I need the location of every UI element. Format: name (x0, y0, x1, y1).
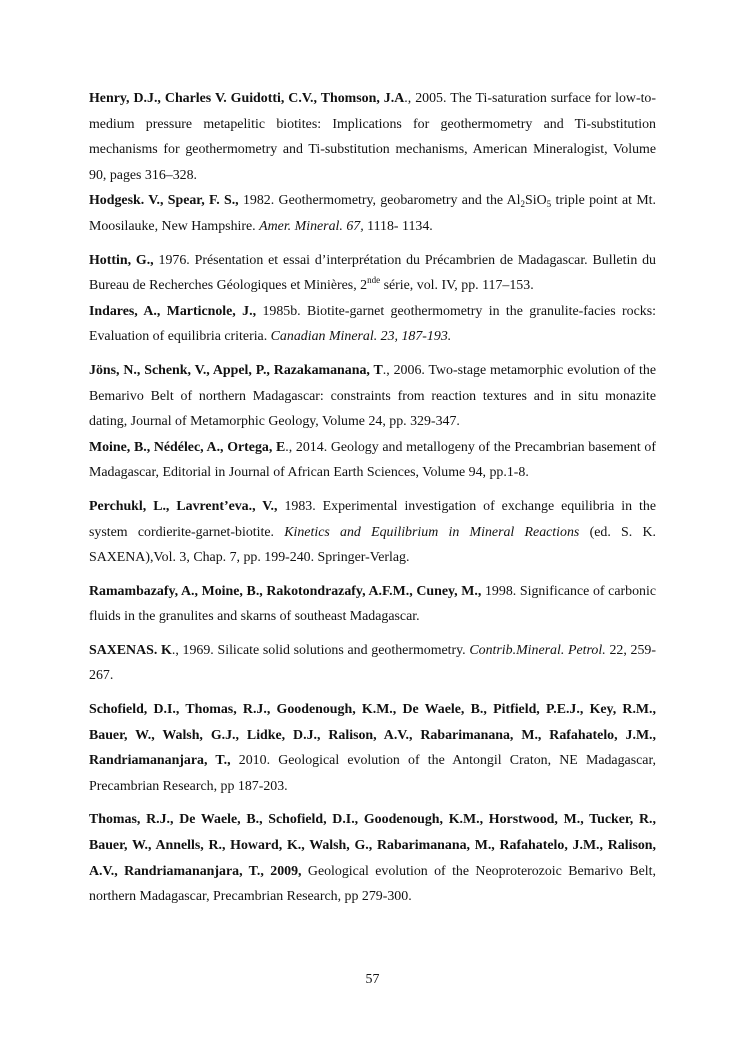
reference-authors: Perchukl, L., Lavrent’eva., V., (89, 498, 278, 514)
reference-text: 22, 259-267. (89, 642, 656, 684)
reference-authors: Thomas, R.J., De Waele, B., Schofield, D.I., Goodenough, K.M., Horstwood, M., Tucker, R., Bauer, W., Annells, R., Howard, K., Walsh, G., Rabarimanana, M., Rafahatelo, J.M., Ralison, A.V., Randriamananjara, T., 2009, (89, 812, 656, 879)
reference-text: ., 1969. Silicate solid solutions and geothermometry. (171, 642, 470, 658)
reference-journal: Amer. Mineral. 67, (259, 218, 364, 234)
reference-schofield (89, 697, 656, 799)
reference-journal: Contrib.Mineral. Petrol. (469, 642, 606, 658)
reference-hodgesk (89, 188, 656, 239)
subscript: 2 (520, 199, 526, 210)
reference-authors: Moine, B., Nédélec, A., Ortega, E (89, 439, 286, 455)
reference-text: SiO (525, 193, 547, 209)
reference-hottin (89, 248, 656, 299)
reference-text: ., 2014. Geology and metallogeny of the Precambrian basement of Madagascar, Editorial in Journal of African Earth Sciences, Volume 94, pp.1-8. (89, 439, 656, 481)
reference-authors: Ramambazafy, A., Moine, B., Rakotondrazafy, A.F.M., Cuney, M., (89, 583, 482, 599)
reference-authors: SAXENAS. K (89, 642, 172, 658)
reference-authors: Henry, D.J., Charles V. Guidotti, C.V., Thomson, J.A (89, 91, 405, 106)
reference-text: Geological evolution of the Neoproterozoic Bemarivo Belt, northern Madagascar, Precambrian Research, pp 279-300. (89, 863, 656, 905)
subscript: 5 (546, 199, 552, 210)
reference-moine (89, 435, 656, 486)
reference-authors: Schofield, D.I., Thomas, R.J., Goodenough, K.M., De Waele, B., Pitfield, P.E.J., Key, R.M., Bauer, W., Walsh, G.J., Lidke, D.J., Ralison, A.V., Rabarimanana, M., Rafahatelo, J.M., Randriamananjara, T., (89, 702, 656, 769)
reference-jons (89, 358, 656, 435)
reference-text: 1118- 1134. (363, 218, 433, 234)
reference-authors: Indares, A., Marticnole, J., (89, 303, 257, 319)
reference-text: (ed. S. K. SAXENA),Vol. 3, Chap. 7, pp. 199-240. Springer-Verlag. (89, 524, 656, 566)
superscript: nde (367, 275, 381, 286)
reference-henry (89, 86, 656, 188)
reference-indares (89, 299, 656, 350)
page-number: 57 (365, 972, 380, 987)
reference-text: 1976. Présentation et essai d’interprétation du Précambrien de Madagascar. Bulletin du Bureau de Recherches Géologiques et Minières, 2 (89, 252, 657, 294)
reference-list (89, 86, 656, 910)
reference-text: série, vol. IV, pp. 117–153. (380, 278, 534, 294)
reference-journal: Kinetics and Equilibrium in Mineral Reactions (284, 524, 580, 540)
reference-authors: Hottin, G., (89, 252, 154, 268)
reference-text: ., 2005. The Ti-saturation surface for low-to-medium pressure metapelitic biotites: Implications for geothermometry and Ti-substitution mechanisms for geothermometry and Ti-substitution mechanisms, American Mineralogist, Volume 90, pages 316–328. (89, 91, 657, 183)
reference-authors: Jöns, N., Schenk, V., Appel, P., Razakamanana, T (89, 362, 383, 378)
reference-authors: Hodgesk. V., Spear, F. S., (89, 193, 239, 209)
reference-text: ., 2006. Two-stage metamorphic evolution of the Bemarivo Belt of northern Madagascar: constraints from reaction textures and in situ monazite dating, Journal of Metamorphic Geology, Volume 24, pp. 329-347. (89, 362, 656, 430)
reference-perchukl (89, 494, 656, 571)
reference-text: 1982. Geothermometry, geobarometry and the Al (238, 193, 521, 209)
reference-journal: Canadian Mineral. 23, 187-193. (270, 329, 452, 345)
reference-ramambazafy (89, 579, 656, 630)
reference-text: 1998. Significance of carbonic fluids in the granulites and skarns of southeast Madagascar. (89, 583, 656, 625)
reference-saxena (89, 638, 656, 689)
reference-text: 2010. Geological evolution of the Antongil Craton, NE Madagascar, Precambrian Research, pp 187-203. (89, 753, 656, 794)
reference-thomas (89, 807, 656, 909)
reference-text: triple point at Mt. Moosilauke, New Hampshire. (89, 193, 657, 234)
reference-text: 1985b. Biotite-garnet geothermometry in the granulite-facies rocks: Evaluation of equilibria criteria. (89, 303, 656, 345)
reference-text: 1983. Experimental investigation of exchange equilibria in the system cordierite-garnet-biotite. (89, 498, 657, 540)
